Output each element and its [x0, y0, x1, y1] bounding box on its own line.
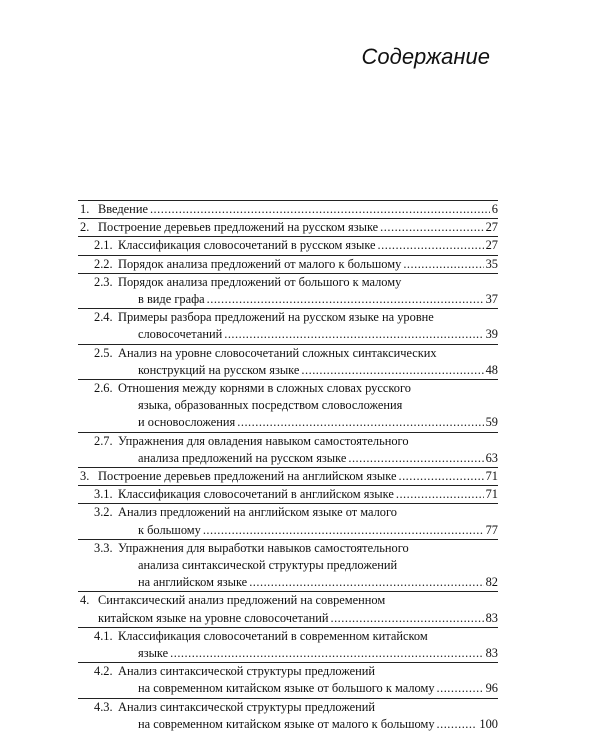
dot-leader — [437, 716, 478, 733]
dot-leader — [398, 468, 483, 485]
toc-entry-leader-row — [118, 486, 498, 503]
toc-entry-leader-row — [118, 450, 498, 467]
toc-section[interactable] — [78, 432, 498, 467]
toc-page-number: 6 — [491, 202, 498, 216]
dot-leader — [378, 237, 484, 254]
toc-page-number: 100 — [479, 716, 498, 731]
toc-entry-title-line: Классификация словосочетаний в современном китайском — [118, 628, 428, 643]
toc-section[interactable] — [78, 627, 498, 662]
toc-entry-number: 2.5. — [94, 345, 113, 360]
toc-entry-leader-row — [118, 680, 498, 697]
toc-entry-number: 2.2. — [94, 256, 113, 271]
toc-entry-title-line: анализа синтаксической структуры предложений — [138, 558, 398, 573]
dot-leader — [403, 256, 483, 273]
dot-leader — [301, 362, 483, 379]
dot-leader — [396, 486, 484, 503]
toc-page-number: 83 — [485, 610, 498, 625]
toc-entry-title-line: конструкций на русском языке — [138, 362, 300, 377]
toc-entry-title-line: и основосложения — [138, 415, 236, 430]
toc-entry-number: 2.7. — [94, 433, 113, 448]
toc-entry-title-line: Отношения между корнями в сложных словах русского — [118, 381, 411, 396]
toc-page-number: 82 — [485, 575, 498, 590]
toc-section[interactable] — [78, 539, 498, 592]
toc-section[interactable] — [78, 485, 498, 503]
toc-entry-title-line: китайском языке на уровне словосочетаний — [98, 610, 329, 625]
toc-entry-leader-row — [98, 468, 498, 485]
toc-entry-number: 1. — [80, 202, 90, 216]
toc-entry-leader-row — [118, 256, 498, 273]
dot-leader — [237, 414, 483, 431]
toc-entry-title-line: Классификация словосочетаний в английском языке — [118, 487, 394, 502]
toc-entry-title-line: Анализ синтаксической структуры предложений — [118, 664, 376, 679]
toc-page-number: 48 — [485, 362, 498, 377]
toc-entry-number: 4.2. — [94, 664, 113, 679]
dot-leader — [224, 326, 483, 343]
toc-entry-leader-row — [118, 645, 498, 662]
toc-entry-title-line: к большому — [138, 522, 201, 537]
toc-entry-leader-row — [118, 716, 498, 733]
toc-entry-title-line: на английском языке — [138, 575, 248, 590]
toc-page-number: 37 — [485, 292, 498, 307]
toc-section[interactable] — [78, 236, 498, 254]
toc-entry-title-line: Примеры разбора предложений на русском языке на уровне — [118, 310, 434, 325]
toc-entry-title-line: Анализ предложений на английском языке от малого — [118, 505, 397, 520]
toc-chapter[interactable] — [78, 467, 498, 485]
toc-entry-leader-row — [98, 201, 498, 218]
dot-leader — [170, 645, 483, 662]
toc-entry-leader-row — [118, 326, 498, 343]
toc-entry-title-line: Анализ на уровне словосочетаний сложных синтаксических — [118, 345, 437, 360]
toc-entry-title-line: Классификация словосочетаний в русском языке — [118, 238, 376, 253]
toc-entry-title-line: Построение деревьев предложений на русском языке — [98, 220, 379, 235]
toc-entry-leader-row — [118, 362, 498, 379]
toc-entry-title-line: на современном китайском языке от малого к большому — [138, 716, 435, 731]
dot-leader — [348, 450, 483, 467]
dot-leader — [437, 680, 484, 697]
toc-entry-leader-row — [118, 522, 498, 539]
dot-leader — [150, 201, 490, 218]
toc-entry-title-line: словосочетаний — [138, 327, 223, 342]
toc-entry-title-line: на современном китайском языке от большого к малому — [138, 681, 435, 696]
toc-entry-title-line: Анализ синтаксической структуры предложений — [118, 699, 376, 714]
toc-page-number: 83 — [485, 646, 498, 661]
toc-section[interactable] — [78, 344, 498, 379]
toc-section[interactable] — [78, 503, 498, 538]
toc-page-number: 39 — [485, 327, 498, 342]
toc-page-number: 63 — [485, 450, 498, 465]
toc-page-number: 27 — [485, 220, 498, 235]
toc-entry-leader-row — [118, 574, 498, 591]
toc-entry-title-line: Введение — [98, 202, 148, 216]
toc-section[interactable] — [78, 698, 498, 733]
page-title: Содержание — [361, 44, 490, 69]
toc-page-number: 96 — [485, 681, 498, 696]
toc-entry-title-line: языке — [138, 646, 169, 661]
toc-entry-number: 3.1. — [94, 487, 113, 502]
toc-entry-leader-row — [98, 219, 498, 236]
dot-leader — [207, 291, 484, 308]
toc-entry-title-line: Порядок анализа предложений от малого к большому — [118, 256, 402, 271]
dot-leader — [330, 610, 483, 627]
toc-page-number: 77 — [485, 522, 498, 537]
toc-entry-number: 2.1. — [94, 238, 113, 253]
toc-entry-title-line: Упражнения для выработки навыков самостоятельного — [118, 540, 409, 555]
toc-page-number: 35 — [485, 256, 498, 271]
dot-leader — [380, 219, 483, 236]
toc-entry-leader-row — [118, 237, 498, 254]
toc-page-number: 27 — [485, 238, 498, 253]
toc-entry-leader-row — [118, 291, 498, 308]
toc-section[interactable] — [78, 273, 498, 308]
toc-entry-number: 4. — [80, 593, 90, 608]
toc-entry-title-line: Синтаксический анализ предложений на современном — [98, 593, 386, 608]
toc-entry-title-line: анализа предложений на русском языке — [138, 450, 347, 465]
toc-chapter[interactable] — [78, 591, 498, 626]
toc-section[interactable] — [78, 662, 498, 697]
toc-section[interactable] — [78, 255, 498, 273]
toc-entry-number: 4.3. — [94, 699, 113, 714]
toc-entry-number: 3.3. — [94, 540, 113, 555]
toc-entry-leader-row — [118, 414, 498, 431]
toc-chapter[interactable] — [78, 200, 498, 218]
toc-section[interactable] — [78, 379, 498, 432]
toc-entry-number: 2.4. — [94, 310, 113, 325]
toc-entry-number: 2.3. — [94, 274, 113, 289]
toc-entry-number: 2.6. — [94, 381, 113, 396]
toc-page-number: 59 — [485, 415, 498, 430]
toc-entry-title-line: Построение деревьев предложений на английском языке — [98, 469, 397, 484]
dot-leader — [249, 574, 483, 591]
toc-entry-title-line: Порядок анализа предложений от большого к малому — [118, 274, 402, 289]
dot-leader — [203, 522, 484, 539]
toc-entry-number: 3. — [80, 469, 90, 484]
toc-entry-title-line: в виде графа — [138, 292, 205, 307]
toc-entry-number: 4.1. — [94, 628, 113, 643]
toc-entry-leader-row — [98, 610, 498, 627]
toc-chapter[interactable] — [78, 218, 498, 236]
table-of-contents — [78, 200, 498, 733]
toc-entry-number: 2. — [80, 220, 90, 235]
toc-entry-title-line: Упражнения для овладения навыком самостоятельного — [118, 433, 409, 448]
toc-entry-number: 3.2. — [94, 505, 113, 520]
toc-entry-title-line: языка, образованных посредством словосложения — [138, 398, 403, 413]
toc-page-number: 71 — [485, 487, 498, 502]
toc-page-number: 71 — [485, 469, 498, 484]
toc-section[interactable] — [78, 308, 498, 343]
